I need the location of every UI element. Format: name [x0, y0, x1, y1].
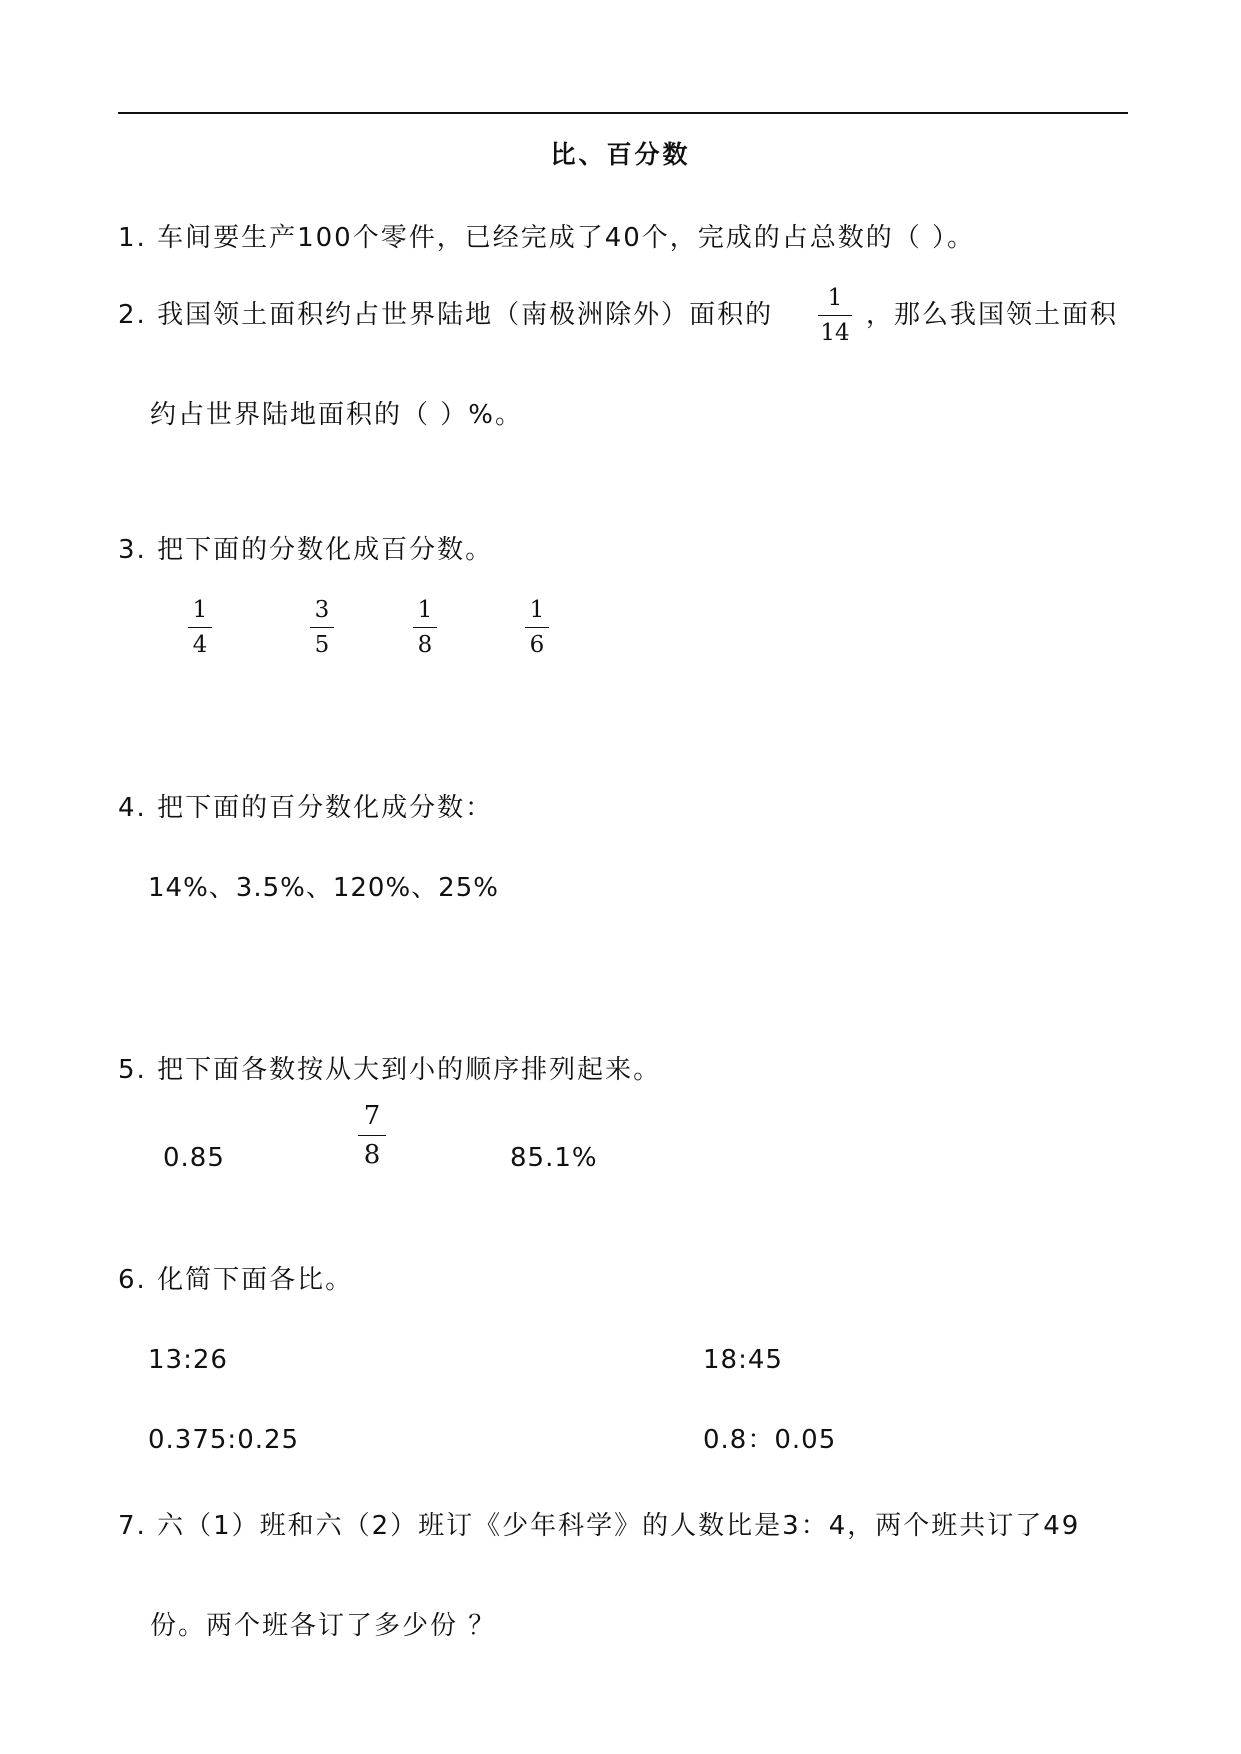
fraction-denominator: 8 — [363, 1140, 381, 1170]
question-6: 6. 化简下面各比。 — [118, 1265, 354, 1295]
fraction-denominator: 6 — [529, 632, 545, 658]
question-2-line-1-prefix: 2. 我国领土面积约占世界陆地（南极洲除外）面积的 — [118, 300, 774, 330]
question-2-line-2: 约占世界陆地面积的（ ）%。 — [150, 400, 523, 430]
fraction-numerator: 3 — [314, 597, 330, 623]
ratio-1: 13:26 — [148, 1345, 228, 1375]
fraction-bar — [818, 315, 852, 316]
fraction-numerator: 1 — [827, 285, 843, 311]
page-title: 比、百分数 — [550, 140, 691, 169]
fraction-bar — [188, 627, 212, 628]
question-2-line-1-suffix: ，那么我国领土面积 — [866, 300, 1119, 330]
fraction-bar — [413, 627, 437, 628]
q3-fraction-4 — [525, 596, 549, 659]
fraction-bar — [525, 627, 549, 628]
fraction-denominator: 4 — [192, 632, 208, 658]
q3-fraction-3 — [413, 596, 437, 659]
question-4-values: 14%、3.5%、120%、25% — [148, 873, 499, 903]
fraction-numerator: 1 — [529, 597, 545, 623]
fraction-denominator: 14 — [820, 320, 850, 346]
ratio-4: 0.8：0.05 — [703, 1425, 837, 1455]
fraction-numerator: 1 — [192, 597, 208, 623]
question-7-line-1: 7. 六（1）班和六（2）班订《少年科学》的人数比是3：4，两个班共订了49 — [118, 1511, 1081, 1541]
question-5-value-1: 0.85 — [163, 1143, 225, 1173]
ratio-3: 0.375:0.25 — [148, 1425, 300, 1455]
ratio-2: 18:45 — [703, 1345, 783, 1375]
fraction-denominator: 5 — [314, 632, 330, 658]
q3-fraction-1 — [188, 596, 212, 659]
question-5-value-3: 85.1% — [510, 1143, 598, 1173]
fraction-bar — [310, 627, 334, 628]
question-1: 1. 车间要生产100个零件，已经完成了40个，完成的占总数的（ ）。 — [118, 223, 976, 253]
fraction-denominator: 8 — [417, 632, 433, 658]
question-3: 3. 把下面的分数化成百分数。 — [118, 535, 494, 565]
question-7-line-2: 份。两个班各订了多少份 ？ — [150, 1611, 497, 1641]
header-rule — [118, 112, 1128, 114]
question-5-fraction — [358, 1100, 386, 1171]
fraction-numerator: 7 — [363, 1101, 381, 1131]
question-5: 5. 把下面各数按从大到小的顺序排列起来。 — [118, 1055, 662, 1085]
question-4: 4. 把下面的百分数化成分数： — [118, 793, 494, 823]
fraction-numerator: 1 — [417, 597, 433, 623]
fraction-bar — [358, 1135, 386, 1136]
question-2-fraction — [818, 284, 852, 347]
q3-fraction-2 — [310, 596, 334, 659]
